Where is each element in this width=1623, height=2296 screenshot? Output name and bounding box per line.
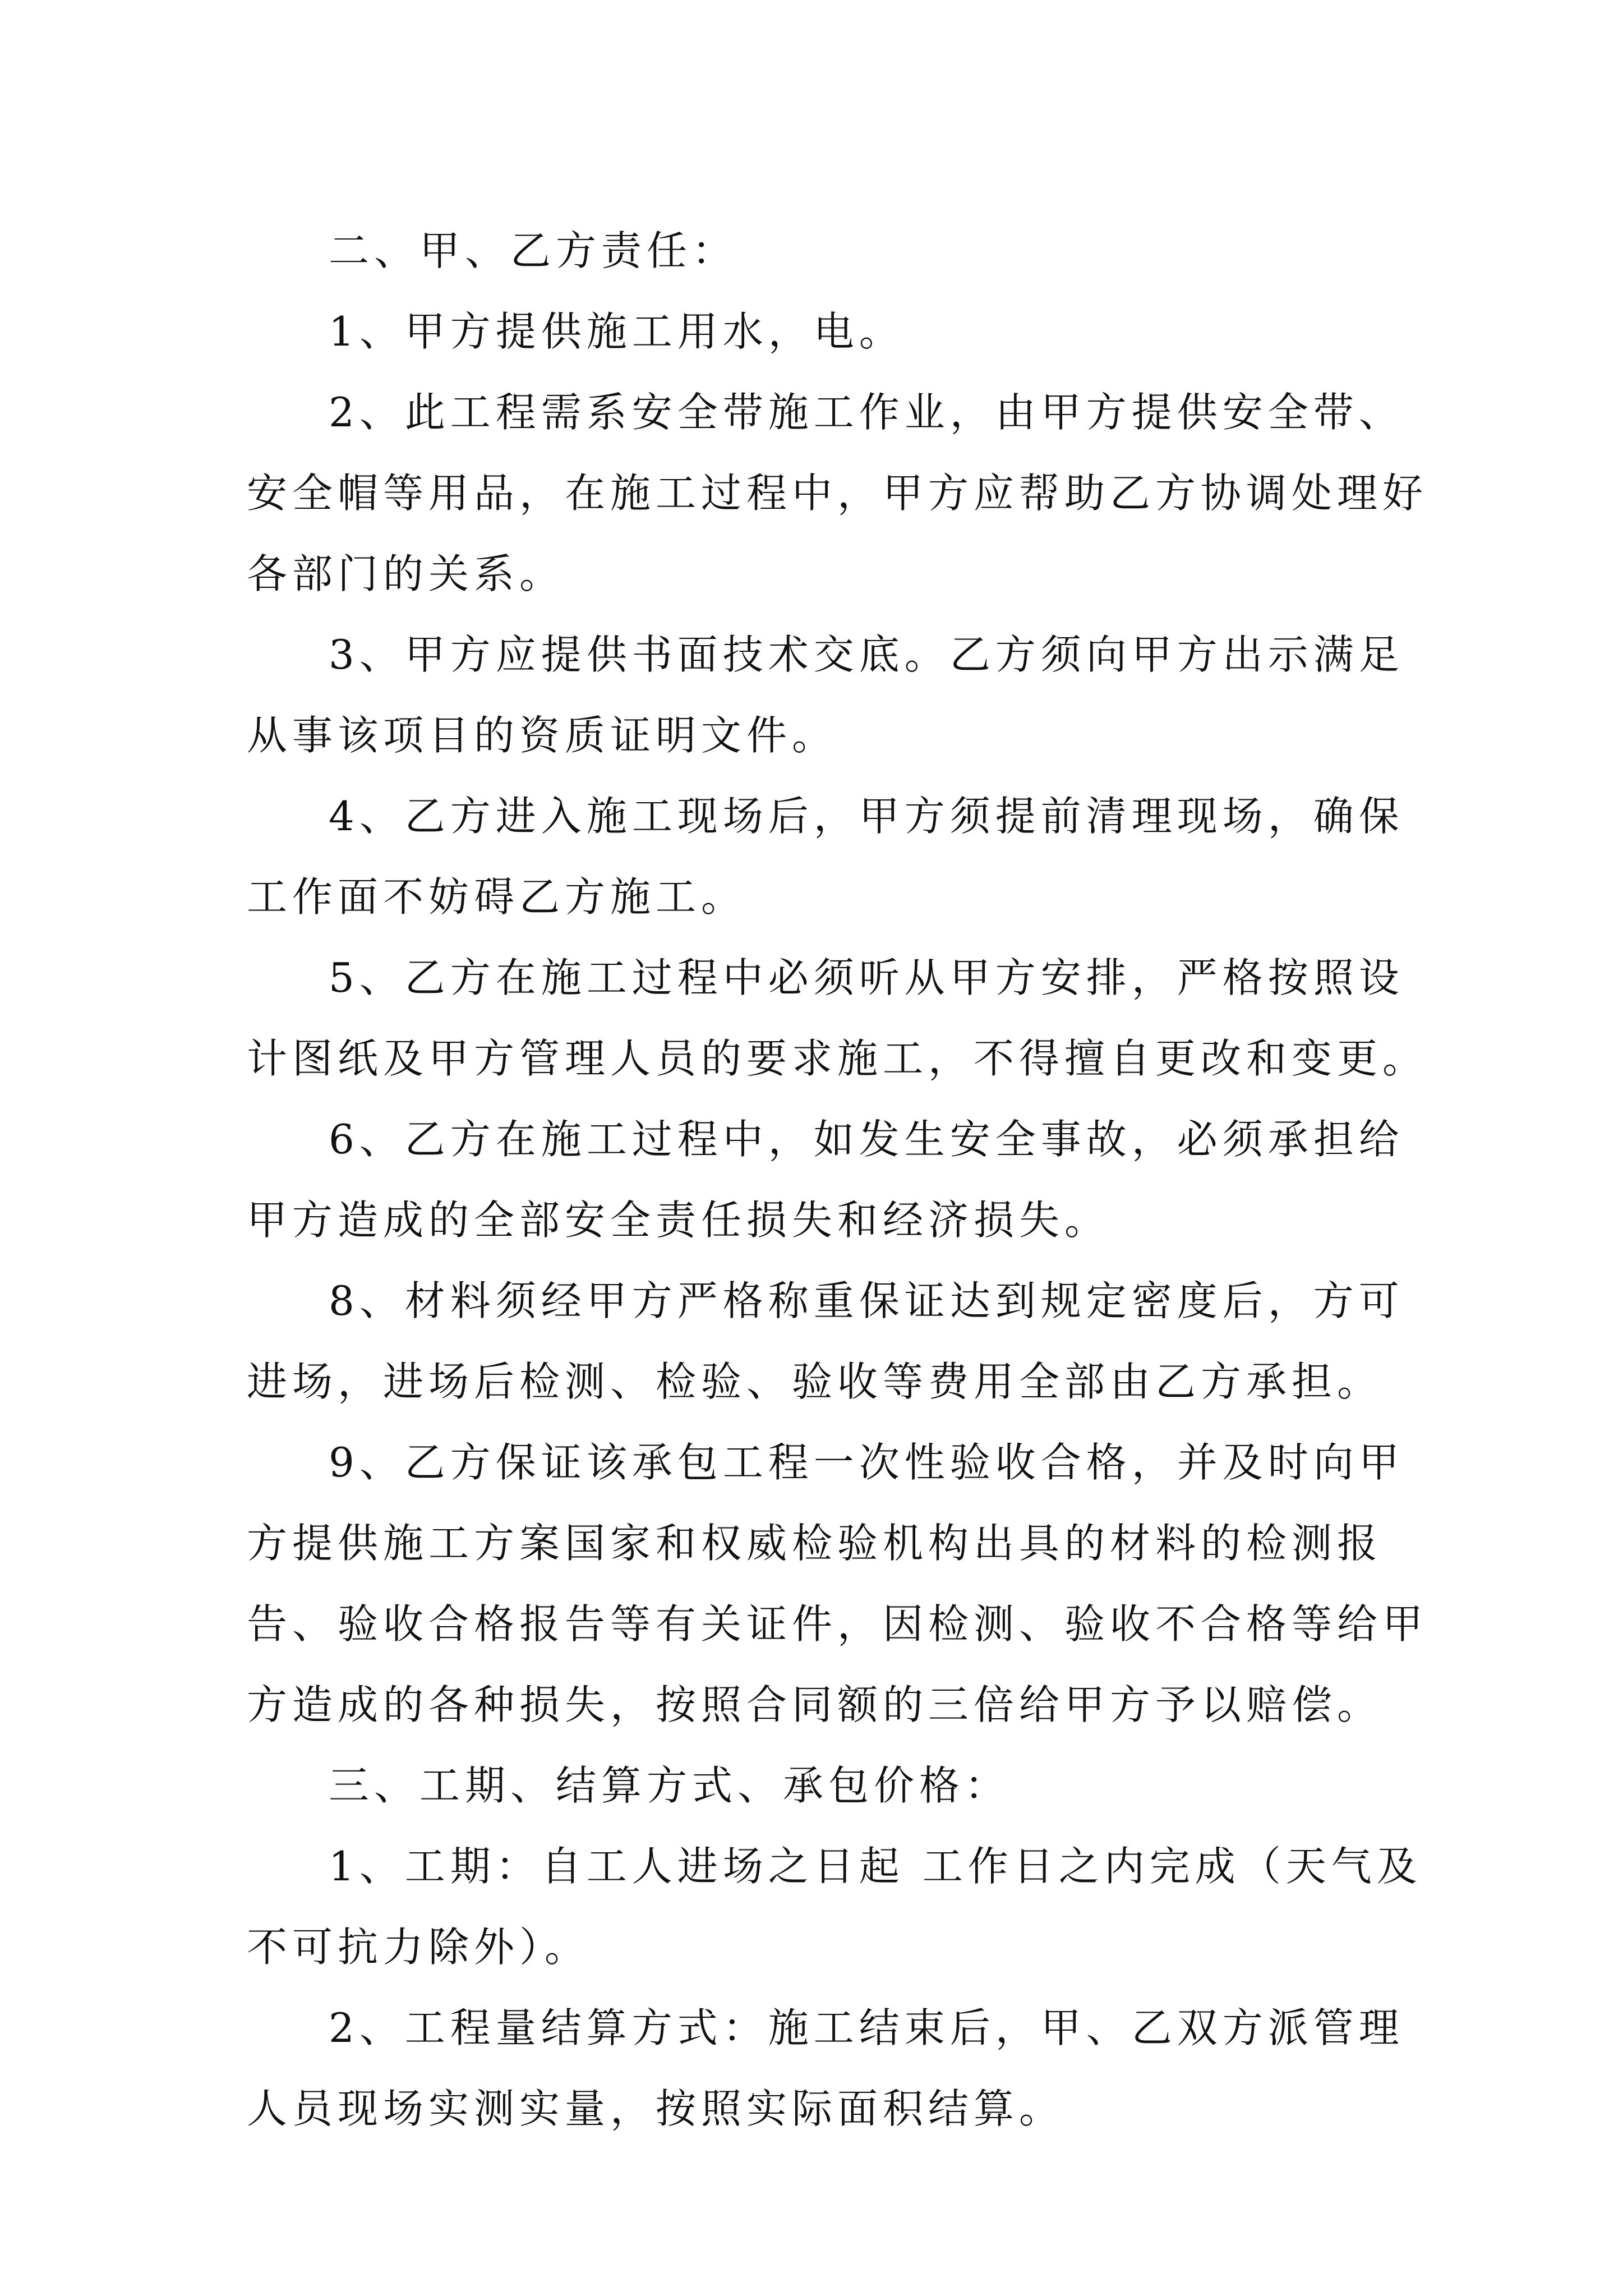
document-body	[247, 210, 1428, 2149]
clause-2-6	[247, 1099, 1402, 1260]
text-line: 不可抗力除外）。	[247, 1924, 591, 1971]
text-line: 三、工期、结算方式、承包价格：	[329, 1762, 1011, 1809]
clause-3-2	[247, 1987, 1402, 2149]
text-line: 2、此工程需系安全带施工作业，由甲方提供安全带、	[329, 389, 1404, 436]
clause-2-2	[247, 372, 1428, 614]
text-line: 1、工期：自工人进场之日起 工作日之内完成（天气及	[329, 1843, 1422, 1890]
text-line: 3、甲方应提供书面技术交底。乙方须向甲方出示满足	[329, 631, 1404, 678]
text-line: 1、甲方提供施工用水，电。	[329, 308, 905, 355]
text-line: 进场，进场后检测、检验、验收等费用全部由乙方承担。	[247, 1358, 1383, 1405]
clause-2-4	[247, 776, 1402, 937]
text-line: 人员现场实测实量，按照实际面积结算。	[247, 2085, 1065, 2132]
text-line: 告、验收合格报告等有关证件，因检测、验收不合格等给甲	[247, 1600, 1428, 1648]
clause-2-5	[247, 937, 1428, 1099]
text-line: 方提供施工方案国家和权威检验机构出具的材料的检测报	[247, 1520, 1383, 1567]
clause-2-8	[247, 1260, 1402, 1422]
text-line: 6、乙方在施工过程中，如发生安全事故，必须承担给	[329, 1116, 1404, 1163]
section-heading-responsibilities	[247, 210, 1402, 291]
text-line: 计图纸及甲方管理人员的要求施工，不得擅自更改和变更。	[247, 1035, 1428, 1082]
text-line: 甲方造成的全部安全责任损失和经济损失。	[247, 1197, 1110, 1244]
text-line: 方造成的各种损失，按照合同额的三倍给甲方予以赔偿。	[247, 1681, 1383, 1728]
text-line: 各部门的关系。	[247, 550, 565, 597]
clause-2-9	[247, 1422, 1428, 1745]
section-heading-schedule-settlement	[247, 1745, 1402, 1826]
clause-3-1	[247, 1826, 1422, 1987]
text-line: 2、工程量结算方式：施工结束后，甲、乙双方派管理	[329, 2004, 1404, 2051]
text-line: 从事该项目的资质证明文件。	[247, 712, 838, 759]
text-line: 9、乙方保证该承包工程一次性验收合格，并及时向甲	[329, 1439, 1404, 1486]
text-line: 工作面不妨碍乙方施工。	[247, 873, 747, 921]
text-line: 8、材料须经甲方严格称重保证达到规定密度后，方可	[329, 1277, 1404, 1324]
text-line: 4、乙方进入施工现场后，甲方须提前清理现场，确保	[329, 793, 1404, 840]
clause-2-3	[247, 614, 1402, 776]
text-line: 二、甲、乙方责任：	[329, 227, 738, 274]
clause-2-1	[247, 291, 1402, 372]
text-line: 安全帽等用品，在施工过程中，甲方应帮助乙方协调处理好	[247, 470, 1428, 517]
text-line: 5、乙方在施工过程中必须听从甲方安排，严格按照设	[329, 954, 1404, 1001]
